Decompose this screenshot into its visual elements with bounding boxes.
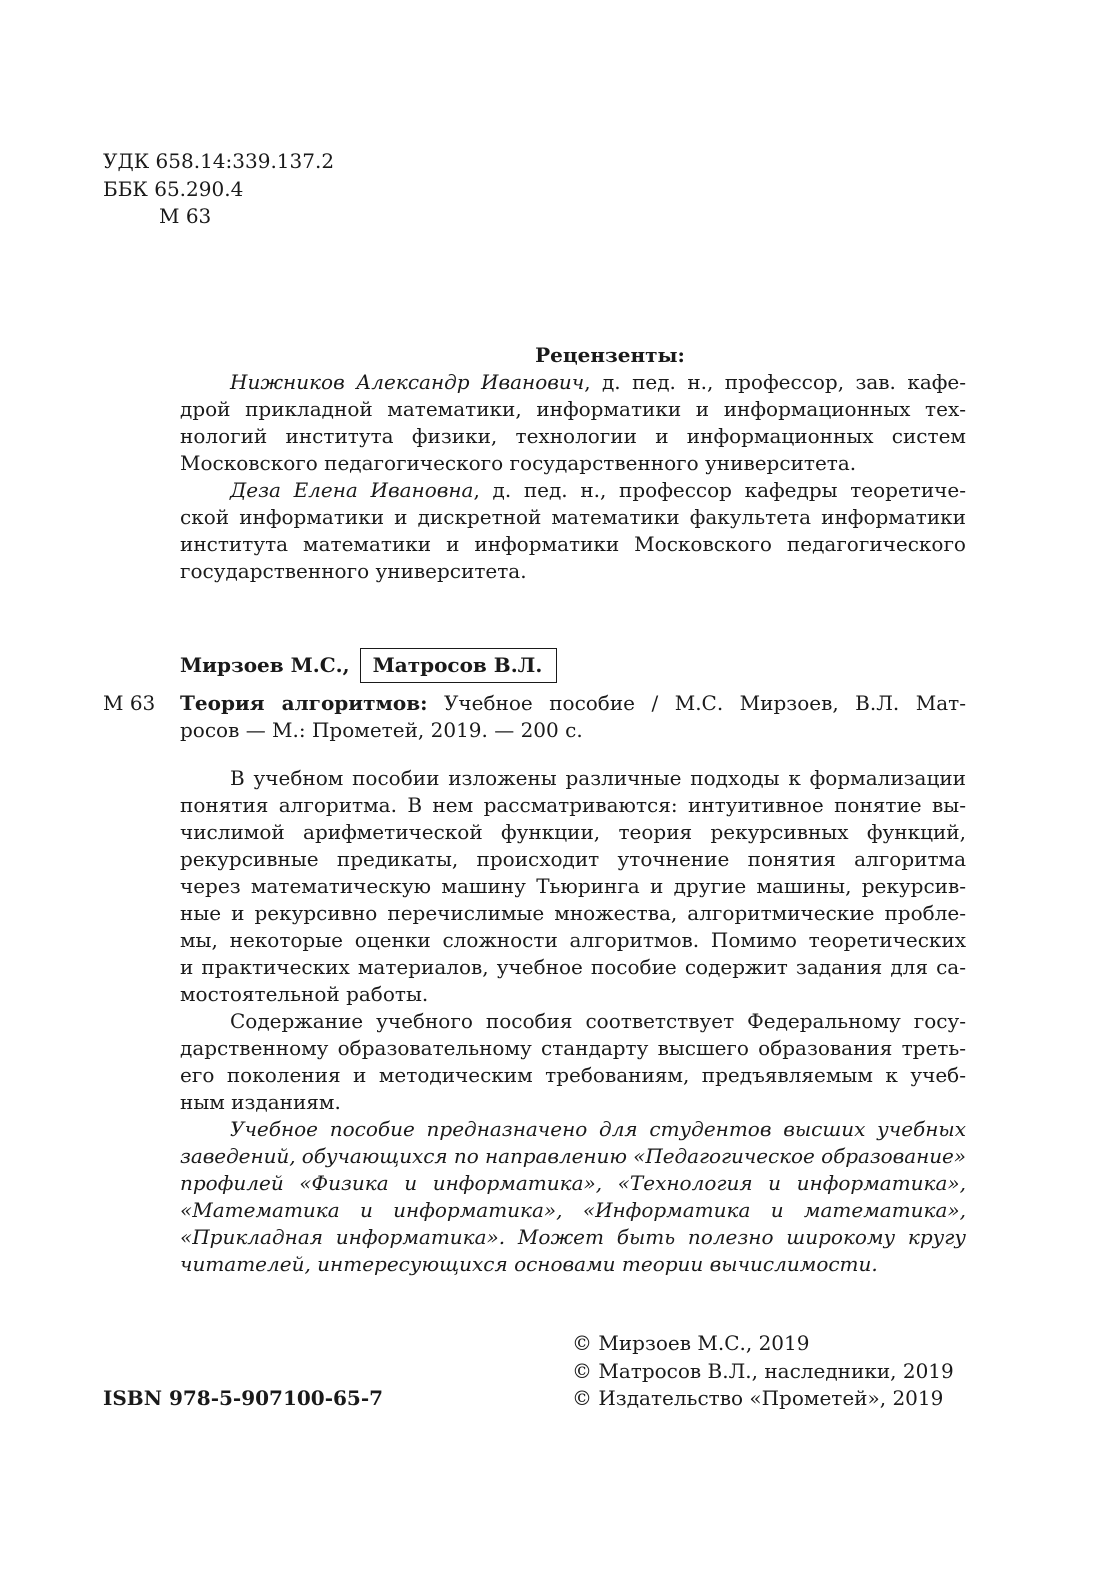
bib-line-1: Учебное пособие / М.С. Мирзоев, В.Л. Мат- bbox=[427, 691, 966, 715]
bib-line-2: росов — М.: Прометей, 2019. — 200 с. bbox=[180, 718, 583, 742]
reviewer-2-line-0: , д. пед. н., профессор кафедры теоретиче- bbox=[473, 478, 966, 502]
abstract-p3-line: Учебное пособие предназначено для студентов высших учебных bbox=[230, 1117, 966, 1141]
abstract-p3-line: «Прикладная информатика». Может быть полезно широкому кругу bbox=[180, 1225, 966, 1249]
bibliographic-code: М 63 bbox=[103, 691, 156, 715]
reviewer-2-line-1: ской информатики и дискретной математики факультета информатики bbox=[180, 505, 966, 529]
abstract-p1-line: и практических материалов, учебное пособие содержит задания для са- bbox=[180, 955, 966, 979]
abstract-p2-line: Содержание учебного пособия соответствует Федеральному госу- bbox=[230, 1009, 967, 1033]
reviewers-section bbox=[180, 342, 966, 585]
authors-row bbox=[180, 648, 557, 683]
copyright-line: © Матросов В.Л., наследники, 2019 bbox=[572, 1358, 954, 1383]
abstract-p3-line: профилей «Физика и информатика», «Технология и информатика», bbox=[180, 1171, 967, 1195]
reviewer-1 bbox=[180, 369, 966, 477]
reviewer-1-line-1: дрой прикладной математики, информатики и информационных тех- bbox=[180, 397, 966, 421]
abstract-p2-line: его поколения и методическим требованиям, предъявляемым к учеб- bbox=[180, 1063, 966, 1087]
author-second-framed: Матросов В.Л. bbox=[360, 648, 558, 683]
reviewer-2-line-3: государственного университета. bbox=[180, 559, 527, 583]
author-first: Мирзоев М.С., bbox=[180, 653, 350, 677]
copyright-block bbox=[572, 1330, 954, 1413]
abstract-p1-line: ные и рекурсивно перечислимые множества, алгоритмические пробле- bbox=[180, 901, 966, 925]
author-mark: М 63 bbox=[159, 204, 212, 228]
abstract-p1-line: числимой арифметической функции, теория рекурсивных функций, bbox=[180, 820, 966, 844]
bbk-code: ББК 65.290.4 bbox=[103, 176, 244, 201]
abstract-paragraph-2 bbox=[180, 1008, 966, 1116]
abstract-p3-line: читателей, интересующихся основами теории вычислимости. bbox=[180, 1252, 878, 1276]
reviewer-1-line-3: Московского педагогического государственного университета. bbox=[180, 451, 857, 475]
reviewer-1-line-0: , д. пед. н., профессор, зав. кафе- bbox=[584, 370, 967, 394]
abstract-p1-line: В учебном пособии изложены различные подходы к формализации bbox=[230, 766, 967, 790]
reviewer-2 bbox=[180, 477, 966, 585]
copyright-line: © Мирзоев М.С., 2019 bbox=[572, 1331, 810, 1355]
copyright-line: © Издательство «Прометей», 2019 bbox=[572, 1386, 944, 1410]
abstract-paragraph-3 bbox=[180, 1116, 966, 1278]
reviewer-1-line-2: нологий института физики, технологии и информационных систем bbox=[180, 424, 966, 448]
abstract-p3-line: «Математика и информатика», «Информатика и математика», bbox=[180, 1198, 967, 1222]
bibliographic-entry bbox=[180, 690, 966, 744]
reviewer-2-name: Деза Елена Ивановна bbox=[230, 478, 474, 502]
abstract-p2-line: дарственному образовательному стандарту высшего образования треть- bbox=[180, 1036, 966, 1060]
abstract-p1-line: через математическую машину Тьюринга и другие машины, рекурсив- bbox=[180, 874, 967, 898]
reviewer-2-line-2: института математики и информатики Московского педагогического bbox=[180, 532, 966, 556]
reviewer-1-name: Нижников Александр Иванович bbox=[230, 370, 585, 394]
abstract-section bbox=[180, 765, 966, 1278]
abstract-p1-line: мостоятельной работы. bbox=[180, 982, 429, 1006]
abstract-p1-line: рекурсивные предикаты, происходит уточнение понятия алгоритма bbox=[180, 847, 966, 871]
classification-block bbox=[103, 148, 334, 231]
abstract-p1-line: мы, некоторые оценки сложности алгоритмов. Помимо теоретических bbox=[180, 928, 967, 952]
isbn: ISBN 978-5-907100-65-7 bbox=[103, 1386, 384, 1410]
reviewers-title: Рецензенты: bbox=[535, 343, 685, 367]
abstract-p2-line: ным изданиям. bbox=[180, 1090, 341, 1114]
abstract-paragraph-1 bbox=[180, 765, 966, 1008]
abstract-p1-line: понятия алгоритма. В нем рассматриваются: интуитивное понятие вы- bbox=[180, 793, 966, 817]
abstract-p3-line: заведений, обучающихся по направлению «Педагогическое образование» bbox=[180, 1144, 966, 1168]
udk-code: УДК 658.14:339.137.2 bbox=[103, 149, 335, 173]
book-title: Теория алгоритмов: bbox=[180, 691, 428, 715]
